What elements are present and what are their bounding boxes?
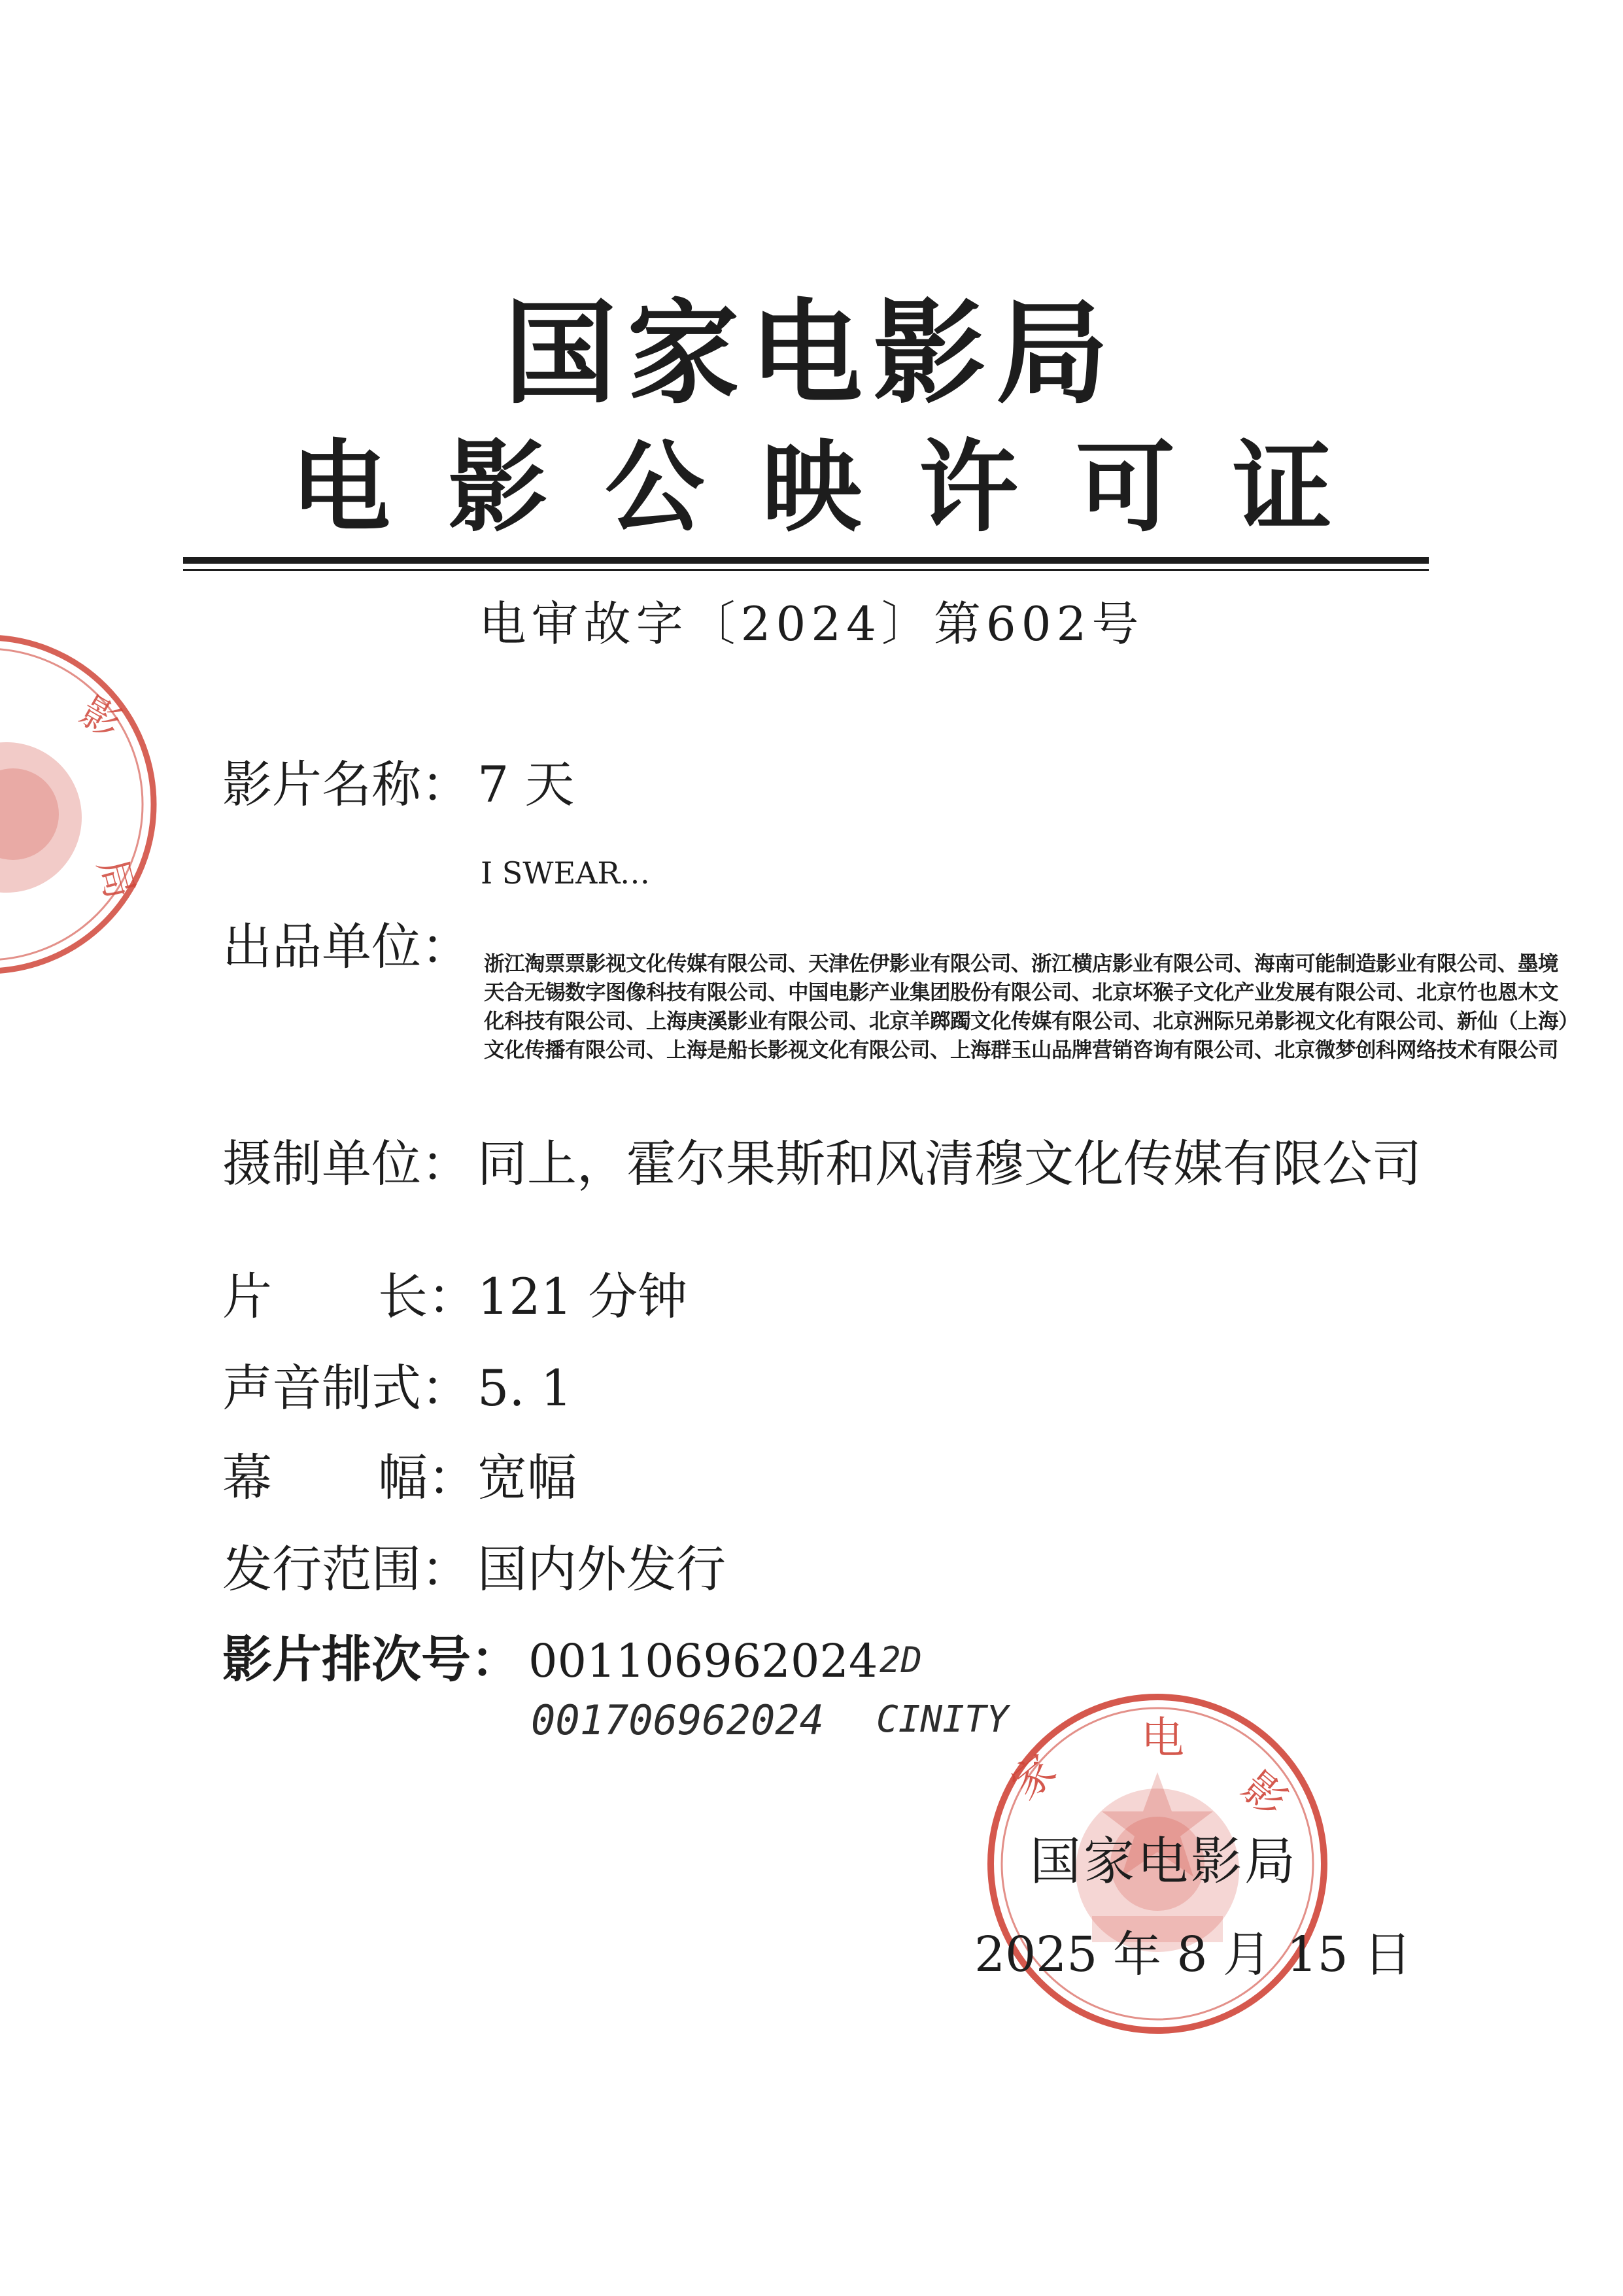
film-name-value: 7 天 (477, 755, 575, 814)
release-scope-label: 发行范围： (222, 1540, 471, 1598)
screen-value: 宽幅 (477, 1448, 577, 1507)
svg-text:影: 影 (1232, 1762, 1296, 1827)
producer-list: 浙江淘票票影视文化传媒有限公司、天津佐伊影业有限公司、浙江横店影业有限公司、海南可能制造影业有限公司、墨境天合无锡数字图像科技有限公司、中国电影产业集团股份有限公司、北京坏猴子文化产业发展有限公司、北京竹也恩木文化科技有限公司、上海庚溪影业有限公司、北京羊踯躅文化传媒有限公司、北京洲际兄弟影视文化有限公司、新仙（上海）文化传播有限公司、上海是船长影视文化有限公司、上海群玉山品牌营销咨询有限公司、北京微梦创科网络技术有限公司 (484, 952, 1569, 1062)
length-label-part2: 长： (378, 1267, 477, 1326)
serial-number-label: 影片排次号： (222, 1630, 521, 1688)
issuer-name: 国家电影局 (1030, 1832, 1299, 1891)
handwritten-serial-note: 001706962024 (531, 1696, 824, 1744)
partial-seal-left (0, 628, 170, 981)
screen-label-part1: 幕 (222, 1448, 272, 1507)
release-scope-value: 国内外发行 (477, 1540, 726, 1598)
length-value: 121 分钟 (477, 1267, 688, 1326)
producer-label: 出品单位： (222, 917, 471, 976)
screen-label-part2: 幅： (378, 1448, 477, 1507)
svg-text:家: 家 (1002, 1745, 1066, 1810)
title-divider-thick (183, 557, 1429, 564)
serial-number-value: 001106962024 (528, 1634, 878, 1688)
length-label-part1: 片 (222, 1267, 272, 1326)
svg-text:局: 局 (88, 853, 143, 904)
sound-format-label: 声音制式： (222, 1359, 471, 1417)
film-name-label: 影片名称： (222, 755, 471, 814)
handwritten-cinity-note: CINITY (876, 1698, 1009, 1741)
svg-text:影: 影 (72, 688, 129, 747)
svg-text:电: 电 (1141, 1713, 1184, 1763)
sound-format-value: 5. 1 (477, 1359, 573, 1417)
filming-unit-label: 摄制单位： (222, 1135, 471, 1193)
authority-title: 国家电影局 (504, 288, 1119, 419)
issue-date: 2025 年 8 月 15 日 (974, 1927, 1412, 1983)
document-number: 电审故字〔2024〕第602号 (479, 596, 1144, 651)
english-title: I SWEAR… (481, 855, 651, 891)
license-title: 电影公映许可证 (291, 430, 1390, 545)
handwritten-2d-note: 2D (880, 1639, 923, 1681)
title-divider-thin (183, 569, 1429, 571)
filming-unit-value: 同上，霍尔果斯和风清穆文化传媒有限公司 (477, 1135, 1422, 1193)
